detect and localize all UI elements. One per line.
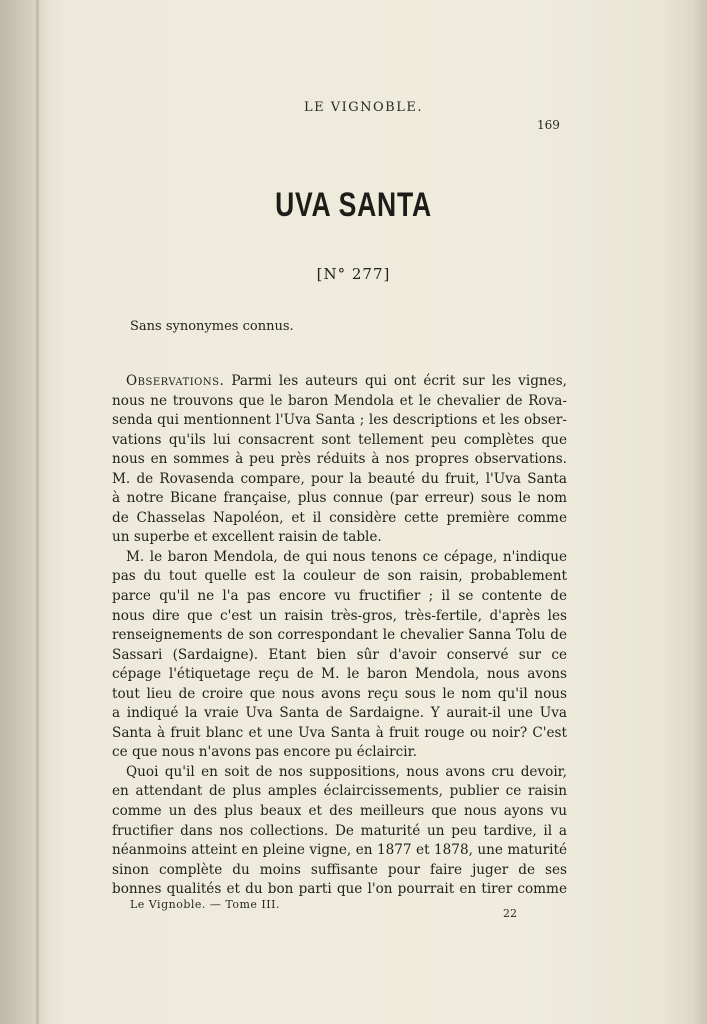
running-header <box>0 100 707 115</box>
text-line: bonnes qualités et du bon parti que l'on pourrait en tirer comme <box>112 881 567 898</box>
text-line: parce qu'il ne l'a pas encore vu fructifier ; il se contente de <box>112 588 567 605</box>
text-line: Observations. Parmi les auteurs qui ont écrit sur les vignes, <box>126 373 567 389</box>
lead-word: Observations. <box>126 373 225 389</box>
text-line: senda qui mentionnent l'Uva Santa ; les descriptions et les obser- <box>112 412 567 429</box>
text-line: ce que nous n'avons pas encore pu éclaircir. <box>112 744 417 761</box>
body-text <box>112 372 567 900</box>
text-line: à notre Bicane française, plus connue (par erreur) sous le nom <box>112 490 567 507</box>
paragraph-mendola <box>112 548 567 763</box>
running-title: LE VIGNOBLE. <box>303 100 423 115</box>
page-number: 169 <box>537 118 560 132</box>
text-line: néanmoins atteint en pleine vigne, en 1877 et 1878, une maturité <box>112 842 567 859</box>
text-line: pas du tout quelle est la couleur de son raisin, probablement <box>112 568 567 585</box>
text-line: nous dire que c'est un raisin très-gros, très-fertile, d'après les <box>112 607 567 624</box>
page-edge-shadow <box>693 0 707 1024</box>
text-line: nous en sommes à peu près réduits à nos propres observations. <box>112 451 567 468</box>
text-line: comme un des plus beaux et des meilleurs que nous ayons vu <box>112 803 567 820</box>
paragraph-observations <box>112 372 567 548</box>
page-title: UVA SANTA <box>275 186 432 224</box>
text-line: nous ne trouvons que le baron Mendola et le chevalier de Rova- <box>112 392 567 409</box>
text-line: a indiqué la vraie Uva Santa de Sardaigne. Y aurait-il une Uva <box>112 705 567 722</box>
binding-fold <box>36 0 39 1024</box>
paragraph-suppositions <box>112 763 567 900</box>
text-line: M. de Rovasenda compare, pour la beauté du fruit, l'Uva Santa <box>112 470 567 487</box>
synonyms-line: Sans synonymes connus. <box>130 319 294 334</box>
footer-signature: Le Vignoble. — Tome III. <box>130 898 280 911</box>
text-line: tout lieu de croire que nous avons reçu sous le nom qu'il nous <box>112 685 567 702</box>
text-line: fructifier dans nos collections. De maturité un peu tardive, il a <box>112 822 567 839</box>
text-line: renseignements de son correspondant le chevalier Sanna Tolu de <box>112 627 567 644</box>
text-line: cépage l'étiquetage reçu de M. le baron Mendola, nous avons <box>112 666 567 683</box>
text-line: M. le baron Mendola, de qui nous tenons ce cépage, n'indique <box>126 548 567 565</box>
footer-sheet-number: 22 <box>503 907 517 920</box>
entry-number: [N° 277] <box>316 265 391 283</box>
page-gutter-shadow <box>0 0 48 1024</box>
text-line: en attendant de plus amples éclaircissements, publier ce raisin <box>112 783 567 800</box>
text-line: de Chasselas Napoléon, et il considère cette première comme <box>112 509 567 526</box>
text-line: vations qu'ils lui consacrent sont tellement peu complètes que <box>112 431 567 448</box>
text-line: sinon complète du moins suffisante pour faire juger de ses <box>112 861 567 878</box>
text-line: Quoi qu'il en soit de nos suppositions, nous avons cru devoir, <box>126 763 567 780</box>
text-line: Sassari (Sardaigne). Etant bien sûr d'avoir conservé sur ce <box>112 646 567 663</box>
text-line: Santa à fruit blanc et une Uva Santa à fruit rouge ou noir? C'est <box>112 724 567 741</box>
text-line: un superbe et excellent raisin de table. <box>112 529 382 546</box>
